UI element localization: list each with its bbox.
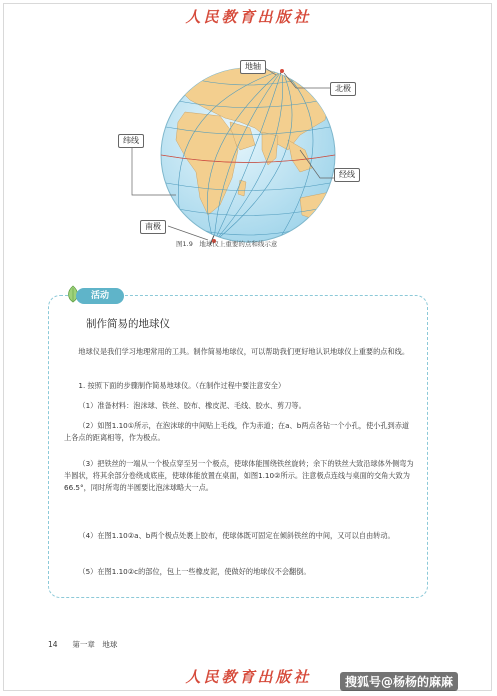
activity-badge: 活动 xyxy=(76,288,124,304)
publisher-footer: 人民教育出版社 xyxy=(185,668,312,686)
callout-north-pole: 北极 xyxy=(330,82,356,96)
activity-step-1: 1. 按照下面的步骤制作简易地球仪。（在制作过程中要注意安全） xyxy=(78,381,286,390)
activity-step-1-3: （3）把铁丝的一端从一个极点穿至另一个极点，使球体能围绕铁丝旋转；余下的铁丝大致沿球体外侧弯为半圆状，将其余部分卷绕成底座，使球体能放置在桌面，如图1.10②所示。注意极点连线与桌面的交角大致为66.5°，同时所弯的半圆要比泡沫球略大一点。 xyxy=(64,459,414,492)
watermark: 搜狐号@杨杨的麻麻 xyxy=(340,672,458,691)
callout-axis: 地轴 xyxy=(240,60,266,74)
publisher-header: 人民教育出版社 xyxy=(185,8,312,26)
activity-step-1-4: （4）在图1.10②a、b两个极点处裹上胶布，使球体既可固定在倾斜铁丝的中间，又可以自由转动。 xyxy=(78,531,395,540)
callout-latitude: 纬线 xyxy=(118,134,144,148)
activity-title: 制作简易的地球仪 xyxy=(86,318,170,330)
activity-step-1-5: （5）在图1.10②c的部位，包上一些橡皮泥，使做好的地球仪不会翻倒。 xyxy=(78,567,311,576)
north-pole-dot xyxy=(280,69,284,73)
callout-longitude: 经线 xyxy=(334,168,360,182)
chapter-label: 第一章 地球 xyxy=(72,640,118,649)
callout-south-pole: 南极 xyxy=(140,220,166,234)
page-number: 14 xyxy=(48,640,58,649)
activity-box xyxy=(48,295,428,598)
globe-figure xyxy=(0,0,497,300)
page-footer xyxy=(48,639,117,650)
globe-svg xyxy=(0,0,497,300)
figure-caption: 图1.9 地球仪上重要的点和线示意 xyxy=(176,240,278,248)
activity-step-1-2: （2）如图1.10①所示，在泡沫球的中间贴上毛线，作为赤道；在a、b两点各钻一个小孔，使小孔到赤道上各点的距离相等，作为极点。 xyxy=(64,421,410,442)
activity-intro: 地球仪是我们学习地理常用的工具。制作简易地球仪，可以帮助我们更好地认识地球仪上重要的点和线。 xyxy=(78,347,410,356)
activity-step-1-1: （1）准备材料：泡沫球、铁丝、胶布、橡皮泥、毛线、胶水、剪刀等。 xyxy=(78,401,306,410)
